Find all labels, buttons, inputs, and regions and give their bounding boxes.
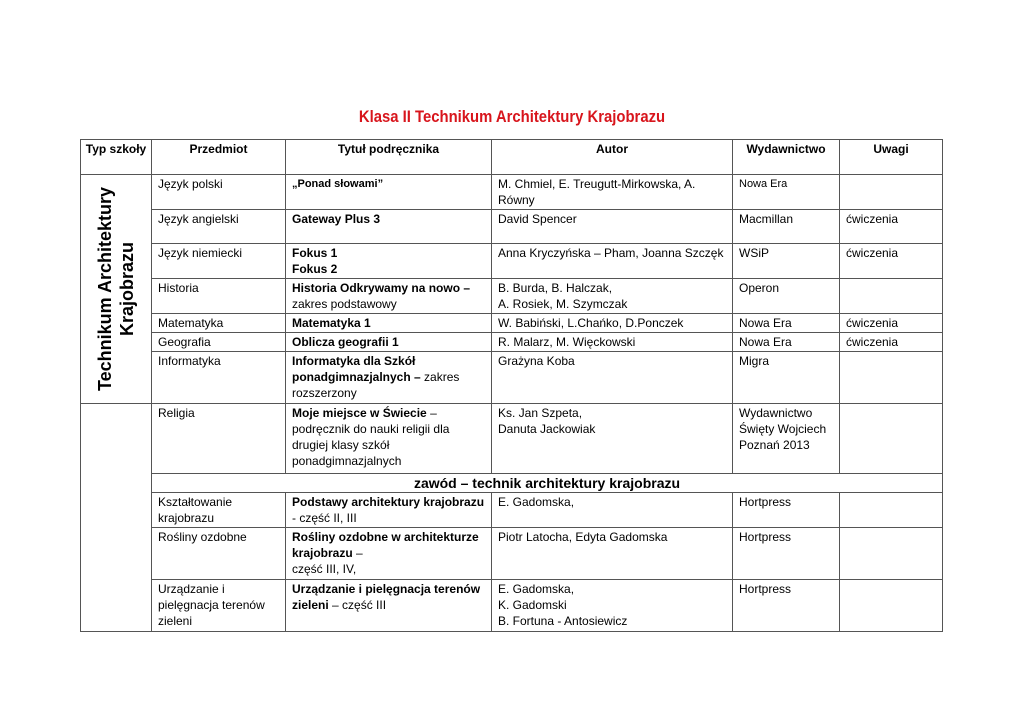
title-cell <box>286 175 492 210</box>
notes-cell: ćwiczenia <box>840 210 943 244</box>
table-row <box>81 404 943 474</box>
author-cell: Anna Kryczyńska – Pham, Joanna Szczęk <box>492 244 733 279</box>
subject-cell: Matematyka <box>152 314 286 333</box>
subject-cell: Geografia <box>152 333 286 352</box>
subject-cell: Historia <box>152 279 286 314</box>
title-rest: - część II, III <box>292 511 357 525</box>
table-row <box>81 352 943 404</box>
title-cell <box>286 244 492 279</box>
publisher-cell: Hortpress <box>733 580 840 632</box>
subject-cell: Informatyka <box>152 352 286 404</box>
publisher-cell: WSiP <box>733 244 840 279</box>
header-wydawnictwo: Wydawnictwo <box>733 140 840 175</box>
subject-cell: Urządzanie i pielęgnacja terenów zieleni <box>152 580 286 632</box>
author-cell: E. Gadomska, <box>492 493 733 528</box>
title-cell <box>286 279 492 314</box>
table-row <box>81 493 943 528</box>
table-row <box>81 210 943 244</box>
table-row <box>81 528 943 580</box>
title-bold: Historia Odkrywamy na nowo – <box>292 281 471 295</box>
table-row <box>81 175 943 210</box>
school-type-line1: Technikum Architektury <box>95 186 115 392</box>
author-cell: W. Babiński, L.Chańko, D.Ponczek <box>492 314 733 333</box>
publisher-cell: Nowa Era <box>733 175 840 210</box>
school-type-empty-cell <box>81 404 152 632</box>
header-row <box>81 140 943 175</box>
school-type-cell <box>81 175 152 404</box>
subject-cell: Język niemiecki <box>152 244 286 279</box>
notes-cell <box>840 175 943 210</box>
title-bold: Urządzanie i pielęgnacja terenów zieleni <box>292 582 481 612</box>
notes-cell: ćwiczenia <box>840 244 943 279</box>
publisher-cell: Wydawnictwo Święty Wojciech Poznań 2013 <box>733 404 840 474</box>
table-row <box>81 314 943 333</box>
header-typ: Typ szkoły <box>81 140 152 175</box>
subject-cell: Kształtowanie krajobrazu <box>152 493 286 528</box>
table-row <box>81 333 943 352</box>
author-cell: E. Gadomska, K. Gadomski B. Fortuna - Antosiewicz <box>492 580 733 632</box>
publisher-cell: Migra <box>733 352 840 404</box>
title-cell <box>286 314 492 333</box>
header-przedmiot: Przedmiot <box>152 140 286 175</box>
publisher-cell: Hortpress <box>733 528 840 580</box>
notes-cell <box>840 352 943 404</box>
header-uwagi: Uwagi <box>840 140 943 175</box>
title-bold: Fokus 1 Fokus 2 <box>292 246 338 276</box>
publisher-cell: Nowa Era <box>733 314 840 333</box>
title-rest: – podręcznik do nauki religii dla drugiej klasy szkół ponadgimnazjalnych <box>292 406 450 468</box>
school-type-line2: Krajobrazu <box>117 241 137 337</box>
title-rest: zakres podstawowy <box>292 297 397 311</box>
subject-cell: Religia <box>152 404 286 474</box>
header-autor: Autor <box>492 140 733 175</box>
notes-cell <box>840 528 943 580</box>
notes-cell <box>840 404 943 474</box>
notes-cell <box>840 580 943 632</box>
school-type-label <box>94 187 138 391</box>
author-cell: M. Chmiel, E. Treugutt-Mirkowska, A. Równy <box>492 175 733 210</box>
document-title: Klasa II Technikum Architektury Krajobrazu <box>358 108 666 126</box>
table-row <box>81 279 943 314</box>
author-cell: David Spencer <box>492 210 733 244</box>
title-bold: Rośliny ozdobne w architekturze krajobrazu <box>292 530 479 560</box>
notes-cell: ćwiczenia <box>840 333 943 352</box>
section-title: zawód – technik architektury krajobrazu <box>152 474 943 493</box>
notes-cell: ćwiczenia <box>840 314 943 333</box>
title-cell <box>286 404 492 474</box>
author-cell: Grażyna Koba <box>492 352 733 404</box>
title-cell <box>286 580 492 632</box>
title-bold: Oblicza geografii 1 <box>292 335 399 349</box>
table-row <box>81 580 943 632</box>
author-cell: Piotr Latocha, Edyta Gadomska <box>492 528 733 580</box>
title-bold: Matematyka 1 <box>292 316 371 330</box>
notes-cell <box>840 279 943 314</box>
author-cell: B. Burda, B. Halczak, A. Rosiek, M. Szymczak <box>492 279 733 314</box>
title-bold: Gateway Plus 3 <box>292 212 381 226</box>
author-cell: Ks. Jan Szpeta, Danuta Jackowiak <box>492 404 733 474</box>
textbook-table <box>80 139 943 632</box>
publisher-cell: Operon <box>733 279 840 314</box>
title-rest: – część III <box>328 598 387 612</box>
title-bold: Moje miejsce w Świecie <box>292 406 427 420</box>
title-cell <box>286 210 492 244</box>
title-rest: – część III, IV, <box>292 546 363 576</box>
title-bold: Informatyka dla Szkół ponadgimnazjalnych – <box>292 354 421 384</box>
title-cell <box>286 333 492 352</box>
title-bold: „Ponad słowami” <box>292 178 384 190</box>
publisher-cell: Nowa Era <box>733 333 840 352</box>
subject-cell: Rośliny ozdobne <box>152 528 286 580</box>
author-cell: R. Malarz, M. Więckowski <box>492 333 733 352</box>
notes-cell <box>840 493 943 528</box>
subject-cell: Język polski <box>152 175 286 210</box>
title-cell <box>286 528 492 580</box>
header-tytul: Tytuł podręcznika <box>286 140 492 175</box>
publisher-cell: Hortpress <box>733 493 840 528</box>
publisher-cell: Macmillan <box>733 210 840 244</box>
title-cell <box>286 493 492 528</box>
title-rest: zakres rozszerzony <box>292 370 460 400</box>
table-row <box>81 244 943 279</box>
title-cell <box>286 352 492 404</box>
section-row <box>81 474 943 493</box>
title-bold: Podstawy architektury krajobrazu <box>292 495 485 509</box>
subject-cell: Język angielski <box>152 210 286 244</box>
